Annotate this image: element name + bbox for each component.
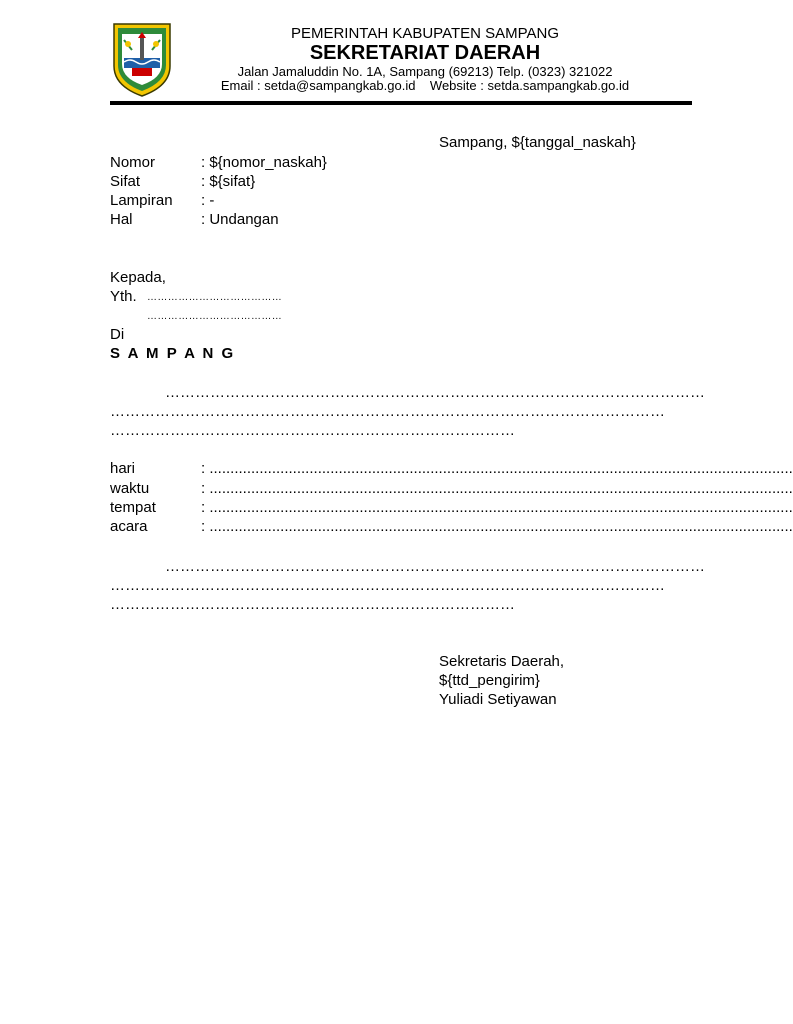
letter-date: Sampang, ${tanggal_naskah} [439,134,636,151]
paragraph2-line2: ………………………………………………………………………………………………… [110,577,665,594]
detail-label-hari: hari [110,460,136,477]
detail-label-tempat: tempat [110,499,156,516]
meta-value-lampiran: : - [201,192,215,209]
paragraph1-line3: ……………………………………………………………………… [110,422,515,439]
recipient-di: Di [110,326,125,343]
paragraph2-line3: ……………………………………………………………………… [110,596,515,613]
detail-value-hari: : ............................................................................................................................................ [201,460,793,477]
recipient-city: S A M P A N G [110,345,236,362]
recipient-kepada: Kepada, [110,269,166,286]
meta-value-hal: : Undangan [201,211,279,228]
detail-value-tempat: : ............................................................................................................................................ [201,499,793,516]
recipient-yth: Yth. [110,288,137,305]
meta-value-sifat: : ${sifat} [201,173,256,190]
kabupaten-sampang-logo [110,20,174,98]
letterhead-divider [110,101,692,105]
meta-value-nomor: : ${nomor_naskah} [201,154,327,171]
recipient-dots-1: ………………………………… [147,292,283,303]
paragraph1-line2: ………………………………………………………………………………………………… [110,403,665,420]
letterhead-contact: Email : setda@sampangkab.go.id Website : setda.sampangkab.go.id [220,78,630,93]
meta-label-sifat: Sifat [110,173,141,190]
meta-label-nomor: Nomor [110,154,156,171]
detail-label-waktu: waktu [110,480,150,497]
meta-label-hal: Hal [110,211,133,228]
detail-label-acara: acara [110,518,148,535]
paragraph2-line1: ……………………………………………………………………………………………… [165,558,705,575]
letterhead-government: PEMERINTAH KABUPATEN SAMPANG [290,25,560,42]
signature-title: Sekretaris Daerah, [439,653,565,670]
recipient-dots-2: ………………………………… [147,311,283,322]
meta-label-lampiran: Lampiran [110,192,173,209]
signature-name: Yuliadi Setiyawan [439,691,557,708]
signature-ttd: ${ttd_pengirim} [439,672,540,689]
letterhead-address: Jalan Jamaluddin No. 1A, Sampang (69213) Telp. (0323) 321022 [237,64,613,79]
detail-value-waktu: : ............................................................................................................................................ [201,480,793,497]
letterhead-office: SEKRETARIAT DAERAH [309,42,541,64]
paragraph1-line1: ……………………………………………………………………………………………… [165,384,705,401]
detail-value-acara: : ............................................................................................................................................ [201,518,793,535]
